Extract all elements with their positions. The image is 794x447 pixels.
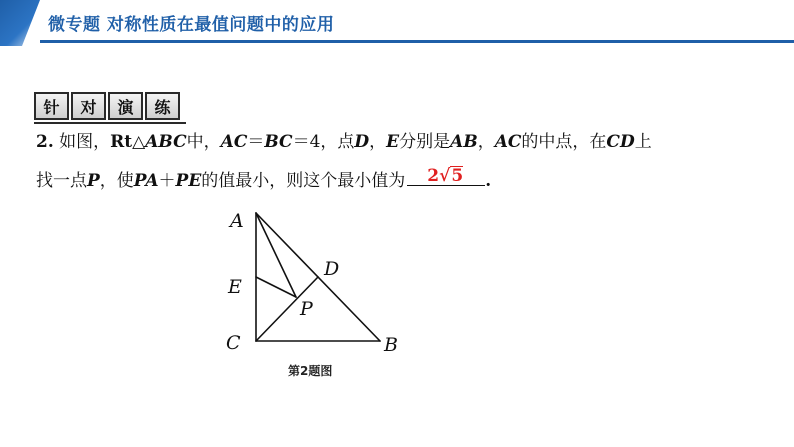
section-tag-char: 对	[71, 92, 106, 120]
problem-text: 找一点	[36, 171, 87, 191]
section-tag-char: 针	[34, 92, 69, 120]
sqrt-sign-icon: √	[439, 166, 451, 186]
problem-text: ＝	[247, 132, 265, 152]
problem-text: 分别是	[399, 132, 451, 152]
problem-var: CD	[606, 132, 635, 152]
problem-text: Rt	[110, 132, 133, 152]
problem-var: E	[386, 132, 400, 152]
label-a: A	[230, 210, 244, 232]
problem-line-2	[36, 167, 491, 192]
triangle-symbol: △	[132, 132, 146, 152]
figure-caption: 第2题图	[288, 364, 333, 378]
answer-coefficient: 2	[427, 166, 440, 186]
section-rule	[34, 122, 186, 124]
problem-line-1	[36, 131, 652, 153]
answer-radicand: 5	[451, 166, 464, 186]
label-e: E	[228, 276, 242, 298]
problem-number: 2.	[36, 132, 54, 152]
problem-text: ，	[477, 132, 495, 152]
answer-value	[427, 165, 463, 187]
problem-var: D	[354, 132, 370, 152]
problem-var: PA	[133, 171, 159, 191]
label-c: C	[226, 332, 241, 354]
geometry-figure	[220, 205, 410, 355]
problem-var: PE	[175, 171, 202, 191]
segment-pe	[256, 277, 296, 297]
section-tag-char: 练	[145, 92, 180, 120]
answer-blank	[407, 167, 485, 186]
problem-text: 如图，	[59, 132, 111, 152]
problem-text: ＋	[158, 171, 176, 191]
label-b: B	[384, 334, 398, 355]
problem-var: ABC	[145, 132, 187, 152]
problem-var: BC	[264, 132, 293, 152]
header-accent-decoration	[0, 0, 40, 46]
problem-text: 上	[634, 132, 652, 152]
problem-text: ，使	[99, 171, 134, 191]
section-tag	[34, 92, 180, 120]
problem-text: ＝4，点	[292, 132, 355, 152]
label-p: P	[300, 298, 313, 320]
problem-text: ，	[369, 132, 387, 152]
problem-var: AC	[494, 132, 522, 152]
problem-text: 中，	[186, 132, 221, 152]
problem-var: P	[87, 171, 100, 191]
problem-var: AB	[450, 132, 478, 152]
segment-pa	[256, 213, 296, 297]
page-title: 微专题 对称性质在最值问题中的应用	[48, 15, 335, 35]
section-tag-char: 演	[108, 92, 143, 120]
problem-text: 的值最小，则这个最小值为	[201, 171, 406, 191]
problem-var: AC	[220, 132, 248, 152]
header-divider	[40, 40, 794, 43]
label-d: D	[324, 258, 340, 280]
problem-text: .	[485, 171, 492, 191]
problem-text: 的中点，在	[521, 132, 607, 152]
